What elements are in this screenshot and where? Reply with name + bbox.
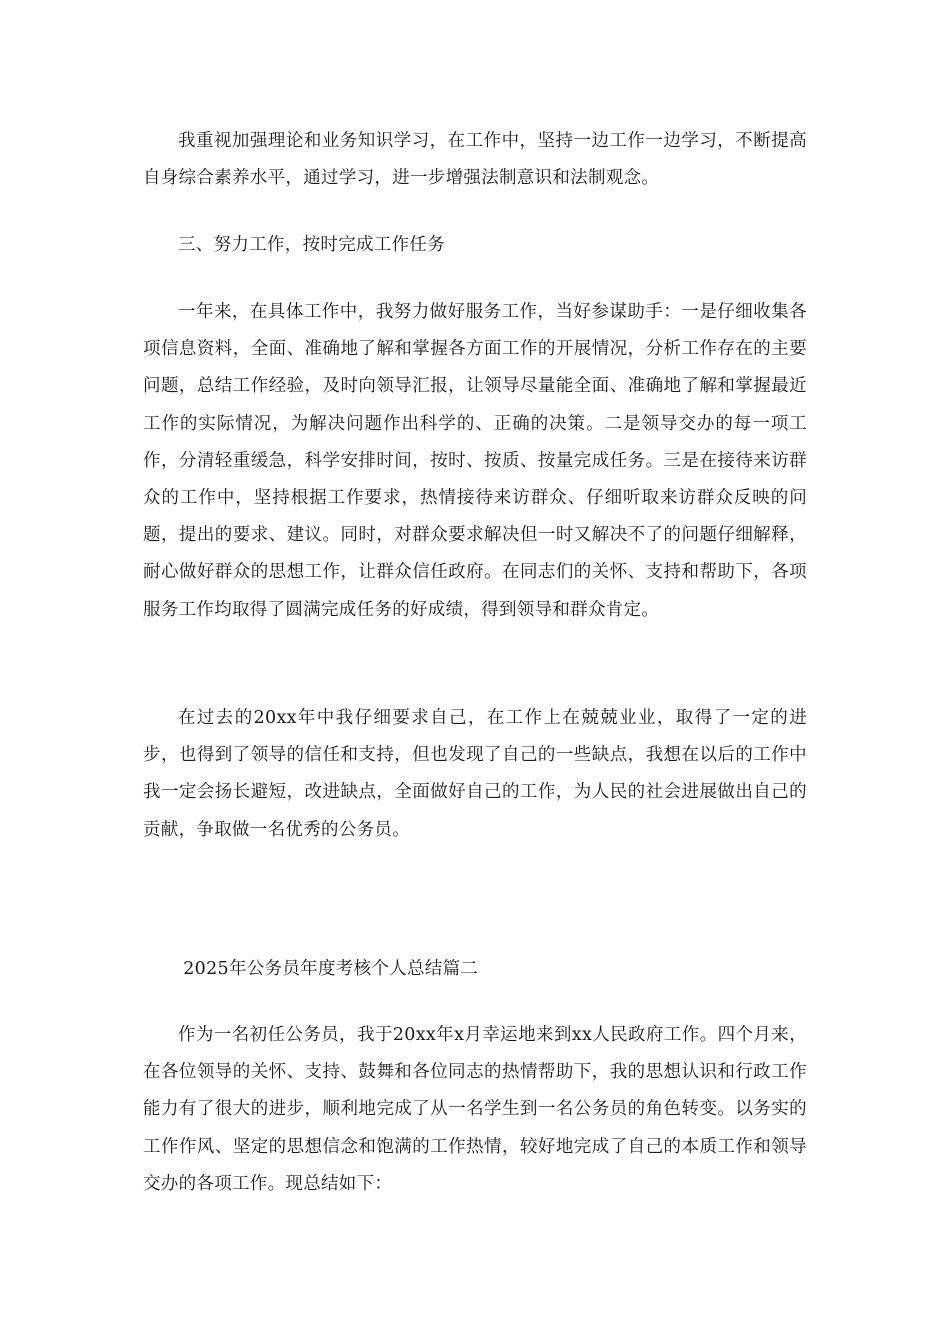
section-heading-work: 三、努力工作，按时完成工作任务 <box>178 235 445 255</box>
paragraph-intro: 作为一名初任公务员，我于20xx年x月幸运地来到xx人民政府工作。四个月来，在各位领导的关怀、支持、鼓舞和各位同志的热情帮助下，我的思想认识和行政工作能力有了很大的进步，顺利地完成了从一名学生到一名公务员的角色转变。以务实的工作作风、坚定的思想信念和饱满的工作热情，较好地完成了自己的本质工作和领导交办的各项工作。现总结如下： <box>143 1025 807 1194</box>
article-title: 2025年公务员年度考核个人总结篇二 <box>183 959 479 979</box>
paragraph-study: 我重视加强理论和业务知识学习，在工作中，坚持一边工作一边学习，不断提高自身综合素养水平，通过学习，进一步增强法制意识和法制观念。 <box>143 131 807 189</box>
paragraph-year-work: 一年来，在具体工作中，我努力做好服务工作，当好参谋助手：一是仔细收集各项信息资料，全面、准确地了解和掌握各方面工作的开展情况，分析工作存在的主要问题，总结工作经验，及时向领导汇报，让领导尽量能全面、准确地了解和掌握最近工作的实际情况，为解决问题作出科学的、正确的决策。二是领导交办的每一项工作，分清轻重缓急，科学安排时间，按时、按质、按量完成任务。三是在接待来访群众的工作中，坚持根据工作要求，热情接待来访群众、仔细听取来访群众反映的问题，提出的要求、建议。同时，对群众要求解决但一时又解决不了的问题仔细解释，耐心做好群众的思想工作，让群众信任政府。在同志们的关怀、支持和帮助下，各项服务工作均取得了圆满完成任务的好成绩，得到领导和群众肯定。 <box>143 302 807 620</box>
paragraph-summary: 在过去的20xx年中我仔细要求自己，在工作上在兢兢业业，取得了一定的进步，也得到了领导的信任和支持，但也发现了自己的一些缺点，我想在以后的工作中我一定会扬长避短，改进缺点，全面做好自己的工作，为人民的社会进展做出自己的贡献，争取做一名优秀的公务员。 <box>143 708 807 840</box>
